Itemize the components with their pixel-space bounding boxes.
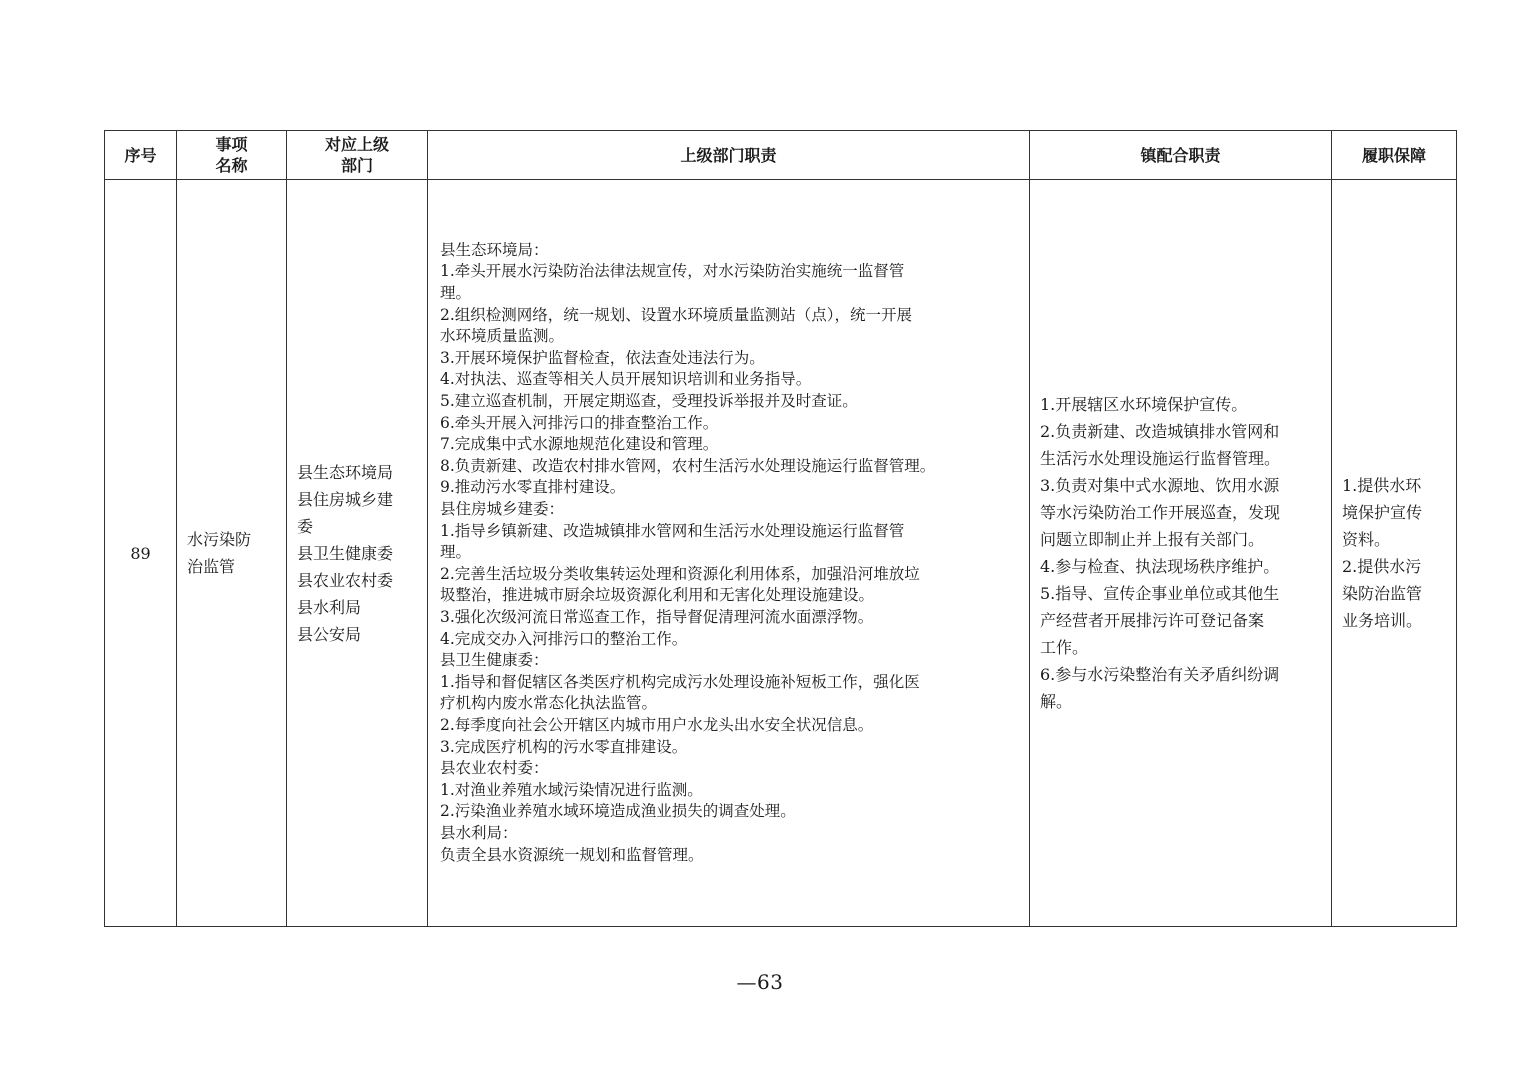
town-duty-line: 1.开展辖区水环境保护宣传。 [1040,395,1248,414]
upper-duty-line: 2.污染渔业养殖水域环境造成渔业损失的调查处理。 [440,802,796,821]
town-duty-line: 产经营者开展排污许可登记备案 [1040,611,1265,630]
upper-duty-line: 圾整治，推进城市厨余垃圾资源化利用和无害化处理设施建设。 [440,586,875,605]
header-guarantee: 履职保障 [1332,131,1457,180]
town-duty-line: 工作。 [1040,638,1089,657]
cell-upper-duty [428,180,1030,927]
item-name-line: 治监管 [187,557,236,576]
department-line: 委 [297,516,314,536]
upper-duty-line: 县水利局： [440,823,518,842]
header-dept [287,131,428,180]
cell-item-name [177,180,287,927]
department-line: 县住房城乡建 [297,489,394,509]
upper-duty-line: 4.对执法、巡查等相关人员开展知识培训和业务指导。 [440,370,812,389]
header-item-name [177,131,287,180]
department-line: 县卫生健康委 [297,543,394,563]
upper-duty-line: 8.负责新建、改造农村排水管网，农村生活污水处理设施运行监督管理。 [440,456,936,475]
upper-duty-line: 2.完善生活垃圾分类收集转运处理和资源化利用体系，加强沿河堆放垃 [440,564,920,583]
town-duty-line: 2.负责新建、改造城镇排水管网和 [1040,422,1280,441]
upper-duty-line: 1.指导和督促辖区各类医疗机构完成污水处理设施补短板工作，强化医 [440,672,920,691]
town-duty-line: 4.参与检查、执法现场秩序维护。 [1040,557,1280,576]
upper-duty-line: 3.强化次级河流日常巡查工作，指导督促清理河流水面漂浮物。 [440,607,874,626]
page-number: —63 [736,970,784,994]
upper-duty-line: 1.对渔业养殖水域污染情况进行监测。 [440,780,703,799]
upper-duty-line: 县卫生健康委： [440,651,549,670]
department-line: 县农业农村委 [297,570,394,590]
department-line: 县公安局 [297,624,362,644]
upper-duty-line: 1.牵头开展水污染防治法律法规宣传，对水污染防治实施统一监督管 [440,262,905,281]
upper-duty-line: 1.指导乡镇新建、改造城镇排水管网和生活污水处理设施运行监督管 [440,521,905,540]
upper-duty-line: 理。 [440,543,472,562]
cell-guarantee [1332,180,1457,927]
town-duty-line: 等水污染防治工作开展巡查，发现 [1040,503,1281,522]
upper-duty-line: 2.组织检测网络，统一规划、设置水环境质量监测站（点），统一开展 [440,305,913,324]
guarantee-line: 1.提供水环 [1342,476,1422,495]
cell-departments [287,180,428,927]
table-row [105,180,1457,927]
header-dept-line2: 部门 [340,156,373,175]
upper-duty-line: 9.推动污水零直排村建设。 [440,478,626,497]
town-duty-line: 3.负责对集中式水源地、饮用水源 [1040,476,1280,495]
header-upper-duty: 上级部门职责 [428,131,1030,180]
upper-duty-line: 5.建立巡查机制，开展定期巡查，受理投诉举报并及时查证。 [440,392,858,411]
upper-duty-line: 3.完成医疗机构的污水零直排建设。 [440,737,688,756]
department-line: 县水利局 [297,597,362,617]
item-name-line: 水污染防 [187,530,252,549]
upper-duty-line: 6.牵头开展入河排污口的排查整治工作。 [440,413,719,432]
guarantee-line: 境保护宣传 [1342,503,1423,522]
department-line: 县生态环境局 [297,462,394,482]
header-town-duty: 镇配合职责 [1030,131,1332,180]
town-duty-line: 生活污水处理设施运行监督管理。 [1040,449,1281,468]
upper-duty-line: 7.完成集中式水源地规范化建设和管理。 [440,435,719,454]
upper-duty-line: 县生态环境局： [440,240,549,259]
upper-duty-line: 疗机构内废水常态化执法监管。 [440,694,658,713]
table-header-row [105,131,1457,180]
town-duty-line: 5.指导、宣传企事业单位或其他生 [1040,584,1280,603]
upper-duty-line: 水环境质量监测。 [440,327,565,346]
guarantee-line: 资料。 [1342,530,1391,549]
guarantee-line: 业务培训。 [1342,611,1423,630]
header-item-name-line1: 事项 [215,135,248,154]
cell-seq: 89 [105,180,177,927]
upper-duty-line: 理。 [440,284,472,303]
town-duty-line: 6.参与水污染整治有关矛盾纠纷调 [1040,665,1280,684]
town-duty-line: 解。 [1040,692,1073,711]
header-dept-line1: 对应上级 [324,135,389,154]
upper-duty-line: 县住房城乡建委： [440,500,565,519]
town-duty-line: 问题立即制止并上报有关部门。 [1040,530,1265,549]
upper-duty-line: 3.开展环境保护监督检查，依法查处违法行为。 [440,348,765,367]
guarantee-line: 2.提供水污 [1342,557,1422,576]
header-seq: 序号 [105,131,177,180]
upper-duty-line: 4.完成交办入河排污口的整治工作。 [440,629,688,648]
upper-duty-line: 2.每季度向社会公开辖区内城市用户水龙头出水安全状况信息。 [440,715,874,734]
header-item-name-line2: 名称 [215,156,248,175]
upper-duty-line: 县农业农村委： [440,759,549,778]
cell-town-duty [1030,180,1332,927]
duty-table [104,130,1457,927]
upper-duty-line: 负责全县水资源统一规划和监督管理。 [440,845,704,864]
guarantee-line: 染防治监管 [1342,584,1423,603]
